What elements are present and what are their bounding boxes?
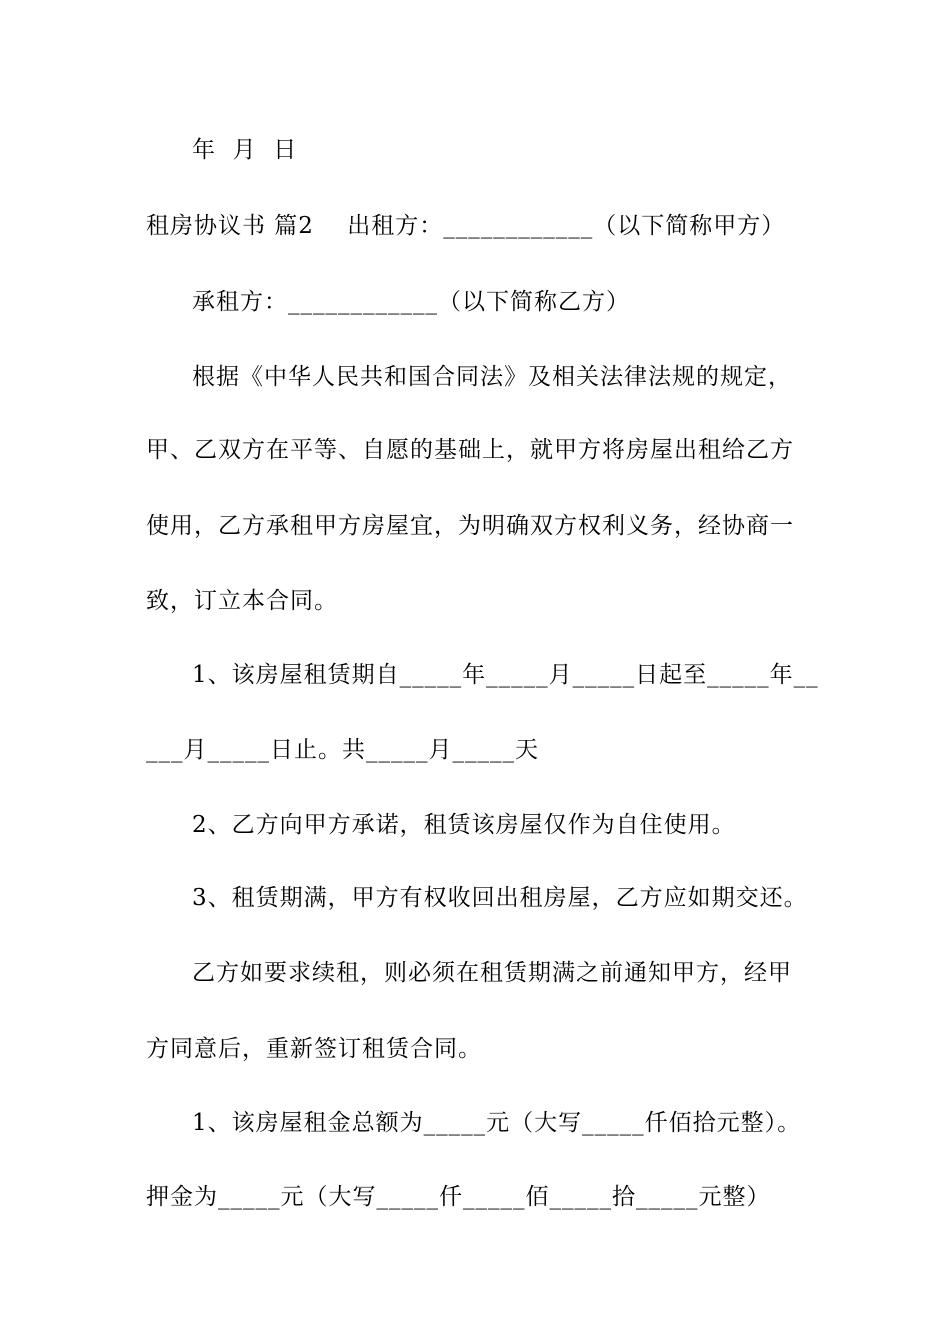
preamble-line-1: 根据《中华人民共和国合同法》及相关法律法规的规定， [192, 364, 792, 390]
clause-term-line-1: 1、该房屋租赁期自_____年_____月_____日起至_____年__ [192, 662, 819, 688]
tenant-line: 承租方：____________（以下简称乙方） [192, 289, 630, 315]
clause-use: 2、乙方向甲方承诺，租赁该房屋仅作为自住使用。 [192, 812, 736, 838]
preamble-line-2: 甲、乙双方在平等、自愿的基础上，就甲方将房屋出租给乙方 [146, 437, 794, 463]
clause-rent-line-2: 押金为_____元（大写_____仟_____佰_____拾_____元整） [146, 1184, 771, 1210]
heading-landlord-line: 租房协议书 篇2 出租方：____________（以下简称甲方） [146, 213, 786, 239]
preamble-line-4: 致，订立本合同。 [146, 588, 338, 614]
clause-expiry: 3、租赁期满，甲方有权收回出租房屋，乙方应如期交还。 [192, 885, 808, 911]
date-line: 年 月 日 [192, 137, 298, 163]
clause-rent-line-1: 1、该房屋租金总额为_____元（大写_____仟佰拾元整）。 [192, 1110, 802, 1136]
clause-term-line-2: ___月_____日止。共_____月_____天 [146, 737, 539, 763]
renewal-line-2: 方同意后，重新签订租赁合同。 [146, 1036, 482, 1062]
renewal-line-1: 乙方如要求续租，则必须在租赁期满之前通知甲方，经甲 [192, 960, 792, 986]
preamble-line-3: 使用，乙方承租甲方房屋宜，为明确双方权利义务，经协商一 [146, 513, 794, 539]
